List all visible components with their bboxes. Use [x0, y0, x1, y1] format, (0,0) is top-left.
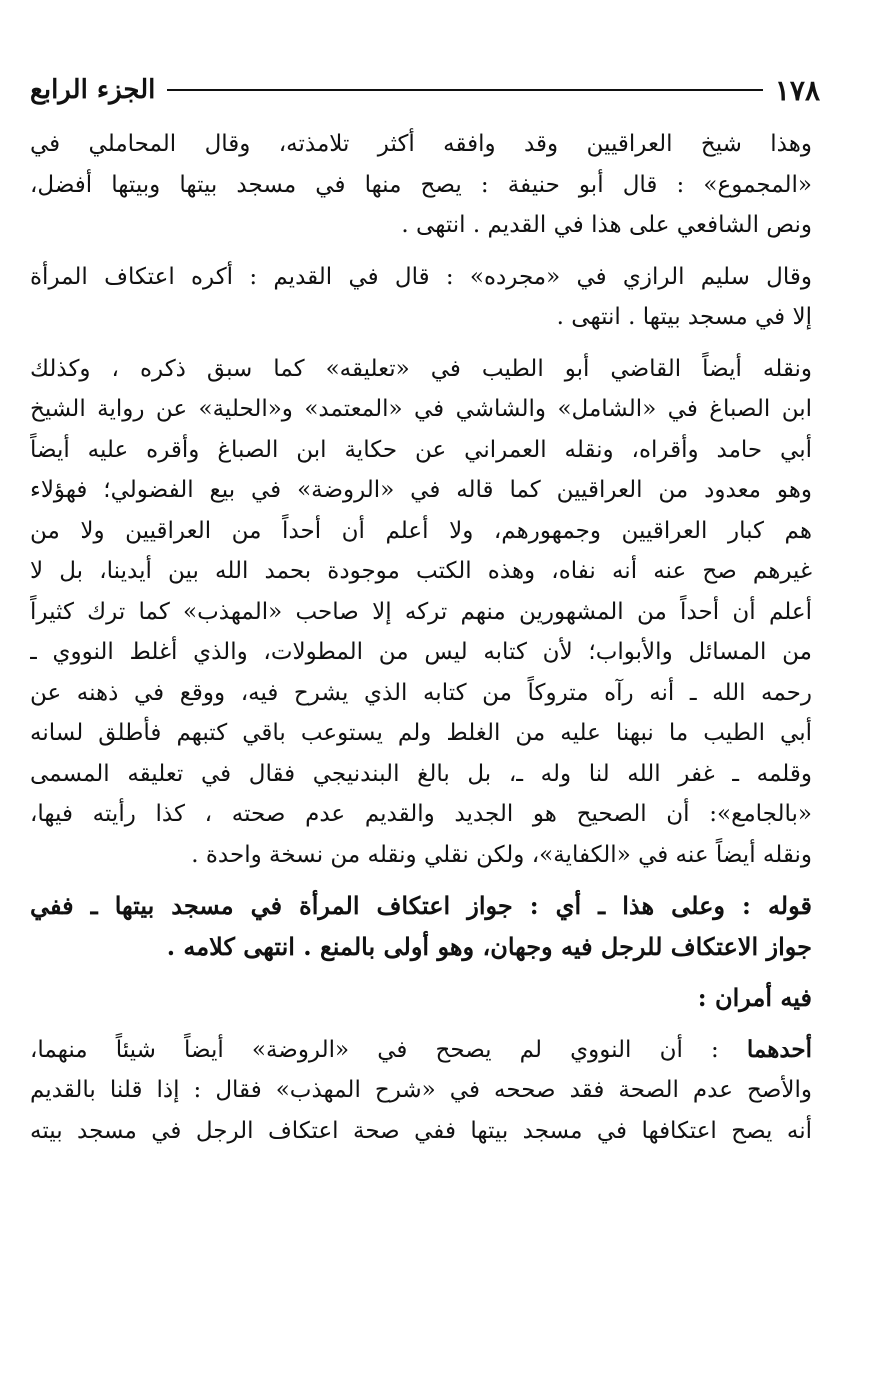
- paragraph-4: [30, 1030, 812, 1152]
- text-line: إلا في مسجد بيتها . انتهى .: [556, 304, 812, 330]
- section-heading: [30, 978, 812, 1019]
- text-line: جواز الاعتكاف للرجل فيه وجهان، وهو أولى بالمنع . انتهى كلامه .: [166, 931, 812, 961]
- text-line: ونقله أيضاً عنه في «الكفاية»، ولكن نقلي ونقله من نسخة واحدة .: [191, 841, 812, 868]
- lead-word: أحدهما: [746, 1035, 812, 1063]
- text-line: ونقله أيضاً القاضي أبو الطيب في «تعليقه» كما سبق ذكره ، وكذلك: [30, 355, 812, 382]
- page-number: ١٧٨: [774, 73, 820, 107]
- text-line: هم كبار العراقيين وجمهورهم، ولا أعلم أن أحداً من العراقيين ولا من: [30, 517, 812, 544]
- text-line: ونص الشافعي على هذا في القديم . انتهى .: [401, 212, 812, 238]
- page-header: [30, 68, 820, 112]
- text-line: وقال سليم الرازي في «مجرده» : قال في القديم : أكره اعتكاف المرأة: [30, 263, 812, 290]
- text-line: من المسائل والأبواب؛ لأن كتابه ليس من المطولات، والذي أغلط النووي ـ: [30, 639, 812, 665]
- quoted-statement: [30, 886, 812, 967]
- text-line: وهو معدود من العراقيين كما قاله في «الروضة» في بيع الفضولي؛ فهؤلاء: [30, 477, 812, 503]
- text-line: ابن الصباغ في «الشامل» والشاشي في «المعتمد» و«الحلية» عن رواية الشيخ: [30, 396, 812, 422]
- header-rule: [167, 89, 763, 91]
- text-line: أعلم أن أحداً من المشهورين منهم تركه إلا صاحب «المهذب» كما ترك كثيراً: [30, 598, 812, 625]
- part-title: الجزء الرابع: [30, 75, 156, 105]
- text-line: رحمه الله ـ أنه رآه متروكاً من كتابه الذي يشرح فيه، ووقع في ذهنه عن: [30, 679, 812, 706]
- text-line: أبي حامد وأقراه، ونقله العمراني عن حكاية ابن الصباغ وأقره عليه أيضاً: [30, 436, 812, 463]
- text-line: أبي الطيب ما نبهنا عليه من الغلط ولم يستوعب باقي كتبهم فأطلق لسانه: [30, 720, 812, 746]
- text-line: والأصح عدم الصحة فقد صححه في «شرح المهذب» فقال : إذا قلنا بالقديم: [30, 1077, 812, 1103]
- text-line: وقلمه ـ غفر الله لنا وله ـ، بل بالغ البندنيجي فقال في تعليقه المسمى: [30, 760, 812, 787]
- paragraph-3: [30, 349, 812, 876]
- text-line: «بالجامع»: أن الصحيح هو الجديد والقديم عدم صحته ، كذا رأيته فيها،: [30, 801, 812, 827]
- text-line: وهذا شيخ العراقيين وقد وافقه أكثر تلامذته، وقال المحاملي في: [30, 131, 812, 157]
- text-line-rest: : أن النووي لم يصحح في «الروضة» أيضاً شيئاً منهما،: [30, 1036, 719, 1063]
- text-line: أنه يصح اعتكافها في مسجد بيتها ففي صحة اعتكاف الرجل في مسجد بيته: [30, 1117, 812, 1144]
- page-body: [30, 124, 812, 1151]
- text-line: «المجموع» : قال أبو حنيفة : يصح منها في مسجد بيتها وبيتها أفضل،: [30, 171, 812, 198]
- paragraph-1: [30, 124, 812, 246]
- text-line: [30, 1030, 812, 1071]
- text-line: غيرهم صح عنه أنه نفاه، وهذه الكتب موجودة بحمد الله بين أيدينا، بل لا: [30, 558, 812, 584]
- text-line: فيه أمران :: [697, 983, 812, 1012]
- text-line: قوله : وعلى هذا ـ أي : جواز اعتكاف المرأة في مسجد بيتها ـ ففي: [30, 891, 812, 920]
- paragraph-2: [30, 257, 812, 338]
